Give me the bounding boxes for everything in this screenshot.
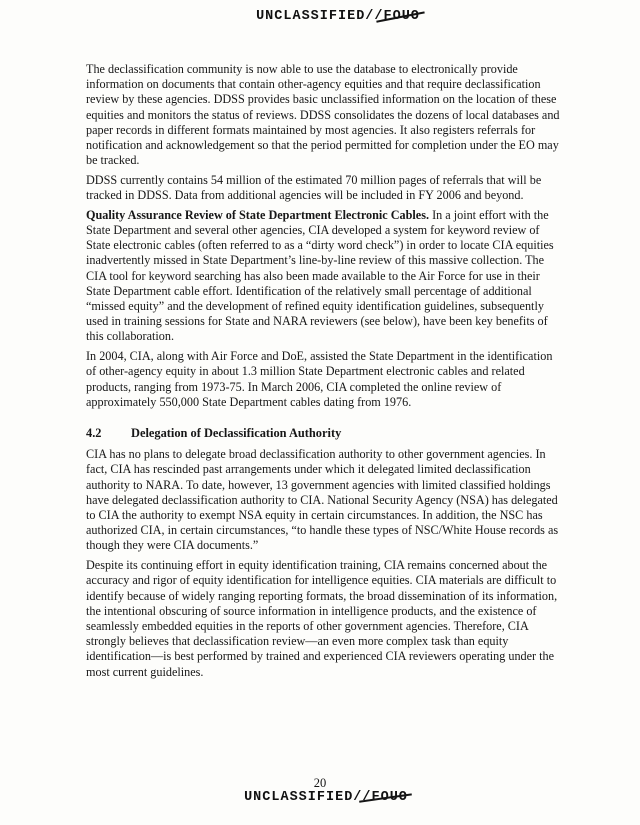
- classification-banner-top: [0, 9, 640, 24]
- paragraph-2004-cable-review: In 2004, CIA, along with Air Force and DoE, assisted the State Department in the identification of other-agency equity in about 1.3 million State Department electronic cables and related products, ranging from 1973-75. In March 2006, CIA completed the online review of approximately 550,000 State Department cables dating from 1976.: [86, 349, 553, 409]
- paragraph-equity-identification-concerns: Despite its continuing effort in equity identification training, CIA remains concerned about the accuracy and rigor of equity identification for intelligence equities. CIA materials are difficult to identify because of widely ranging reporting formats, the broad dissemination of its information, the intentional obscuring of source information in intelligence products, and the existence of seamlessly embedded equities in the reports of other government agencies. Therefore, CIA strongly believes that declassification review—an even more complex task than equity identification—is best performed by trained and experienced CIA reviewers operating under the most current guidelines.: [86, 558, 558, 679]
- classification-caveat-bottom: FOUO: [371, 790, 408, 805]
- classification-caveat-struck-bottom: [372, 790, 408, 805]
- classification-caveat-struck-top: [384, 9, 420, 24]
- document-text-block: [86, 62, 564, 684]
- section-title: Delegation of Declassification Authority: [131, 425, 342, 440]
- paragraph-ddss-database: The declassification community is now able to use the database to electronically provide information on documents that contain other-agency equities and that require declassification review by these agencies. DDSS provides basic unclassified information on the location of these equities and monitors the status of reviews. DDSS consolidates the dozens of local databases and paper records in different formats maintained by most agencies. It also registers referrals for notification and acknowledgement so that the period permitted for completion under the EO may be tracked.: [86, 62, 560, 168]
- classification-prefix-top: UNCLASSIFIED//: [256, 9, 384, 24]
- run-in-heading-quality-assurance: Quality Assurance Review of State Department Electronic Cables.: [86, 207, 430, 222]
- paragraph-delegation-authority: CIA has no plans to delegate broad declassification authority to other government agencies. In fact, CIA has rescinded past arrangements under which it delegated limited declassification authority to NARA. To date, however, 13 government agencies with limited classified holdings have delegated declassification authority to CIA. National Security Agency (NSA) has delegated to CIA the authority to exempt NSA equity in certain circumstances. In addition, the NSC has authorized CIA, in certain circumstances, “to handle these types of NSC/White House records as though they were CIA documents.”: [86, 447, 559, 553]
- section-number: 4.2: [86, 425, 102, 440]
- classification-caveat-top: FOUO: [383, 9, 420, 24]
- section-heading-4-2: [86, 426, 564, 441]
- paragraph-quality-assurance-review: [86, 208, 564, 345]
- page-number: 20: [313, 776, 327, 790]
- classification-banner-bottom: [0, 790, 640, 805]
- paragraph-ddss-page-counts: DDSS currently contains 54 million of the estimated 70 million pages of referrals that will be tracked in DDSS. Data from additional agencies will be included in FY 2006 and beyond.: [86, 172, 542, 203]
- paragraph-quality-assurance-text: In a joint effort with the State Department and several other agencies, CIA developed a system for keyword review of State electronic cables (often referred to as a “dirty word check”) in order to locate CIA equities inadvertently missed in State Department’s line-by-line review of this massive collection. The CIA tool for keyword searching has also been made available to the Air Force for use in their State Department cable effort. Identification of the relatively small percentage of additional “missed equity” and the development of refined equity identification guidelines, subsequently used in training sessions for State and NARA reviewers (see below), have been key benefits of this collaboration.: [86, 207, 554, 344]
- classification-prefix-bottom: UNCLASSIFIED//: [244, 790, 372, 805]
